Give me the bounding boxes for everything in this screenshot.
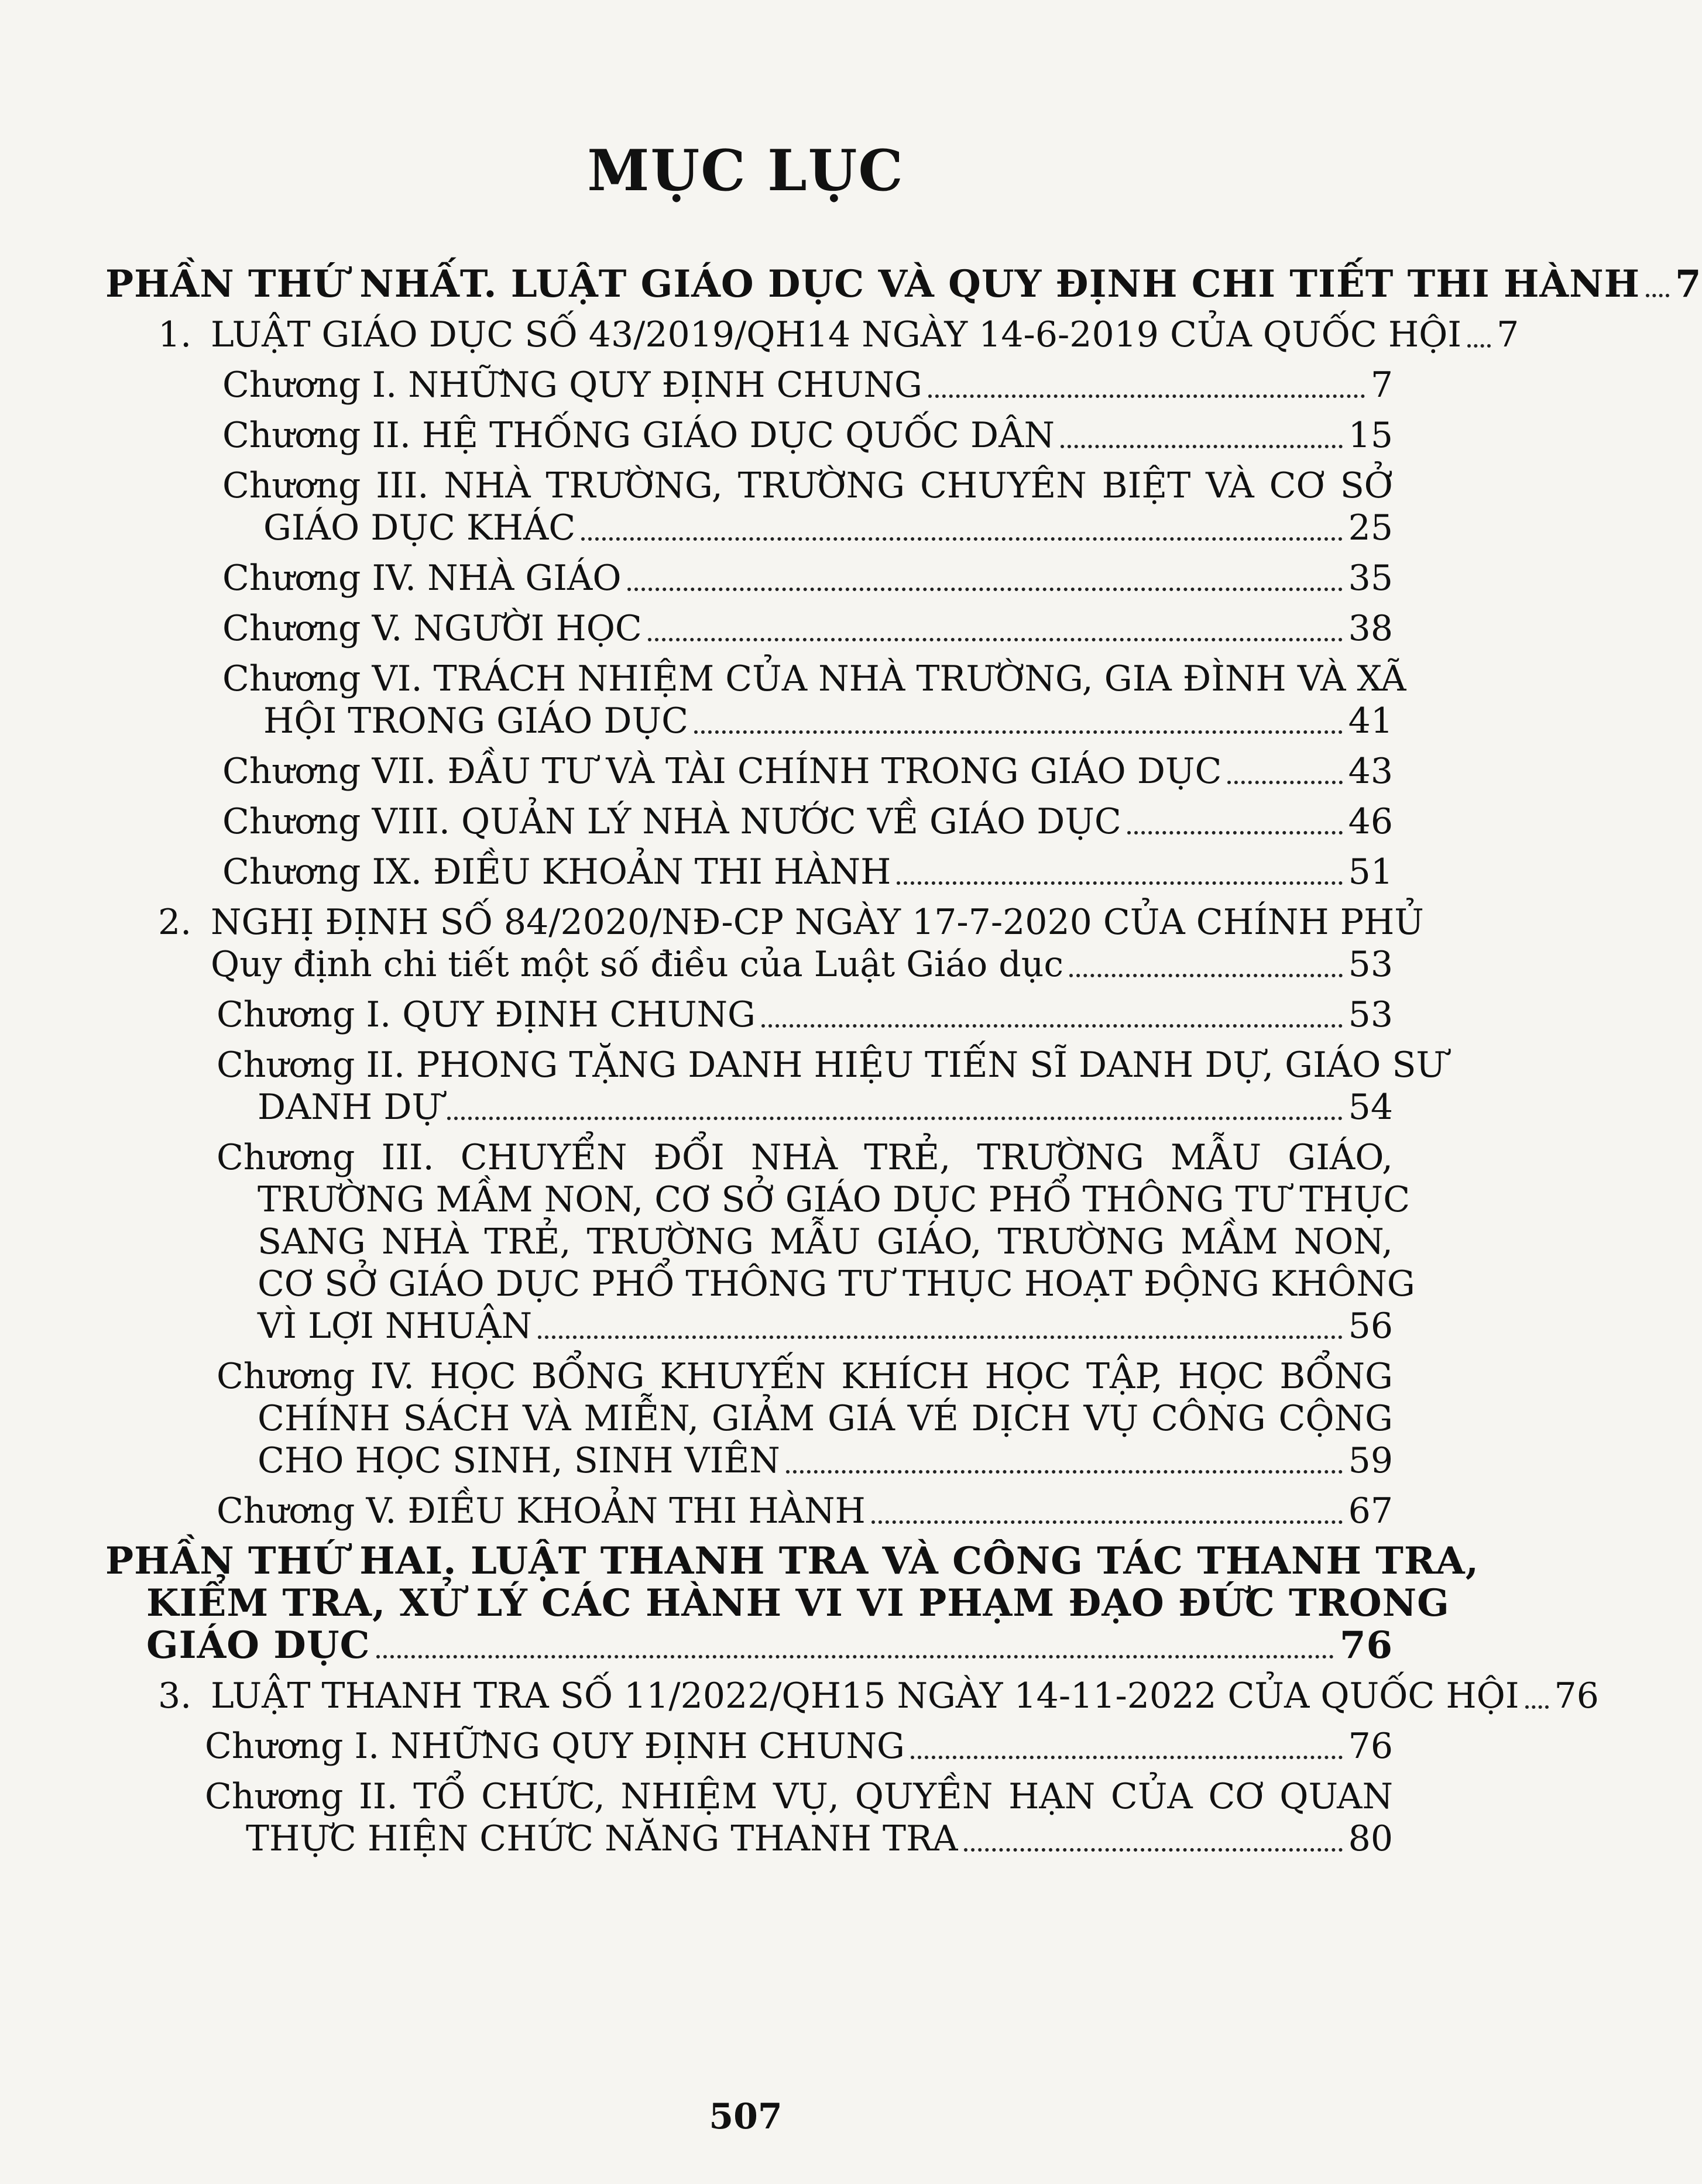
toc-chapter-entry[interactable]: [105, 557, 1393, 599]
toc-doc-title: NGHỊ ĐỊNH SỐ 84/2020/NĐ-CP NGÀY 17-7-2020 CỦA CHÍNH PHỦ: [211, 902, 1424, 943]
toc-page-number: 76: [1554, 1675, 1599, 1716]
toc-part-1[interactable]: [105, 262, 1702, 306]
toc-chapter-entry[interactable]: [105, 1776, 1393, 1860]
toc-page-number: 59: [1348, 1440, 1393, 1481]
leader-dots: [1467, 344, 1491, 348]
toc-chapter-entry[interactable]: [105, 1539, 1479, 1667]
toc-chapter-entry[interactable]: [105, 1355, 1393, 1482]
toc-entry-line: Chương VIII. QUẢN LÝ NHÀ NƯỚC VỀ GIÁO DỤC: [222, 801, 1121, 842]
leader-dots: [648, 638, 1343, 641]
toc-part-2[interactable]: [105, 1539, 1479, 1667]
toc-entry-line: Chương II. PHONG TẶNG DANH HIỆU TIẾN SĨ DANH DỰ, GIÁO SƯ: [217, 1045, 1446, 1086]
toc-page-number: 80: [1348, 1818, 1393, 1859]
leader-dots: [928, 394, 1365, 398]
leader-dots: [1127, 831, 1343, 835]
toc-page-number: 7: [1497, 314, 1519, 355]
toc-doc-title: LUẬT GIÁO DỤC SỐ 43/2019/QH14 NGÀY 14-6-2019 CỦA QUỐC HỘI: [211, 314, 1462, 355]
toc-entry-line: HỘI TRONG GIÁO DỤC: [263, 700, 688, 741]
leader-dots: [1525, 1705, 1549, 1709]
toc-entry-line: CHÍNH SÁCH VÀ MIỄN, GIẢM GIÁ VÉ DỊCH VỤ CÔNG CỘNG: [258, 1398, 1393, 1439]
toc-doc-number: 3.: [158, 1675, 192, 1716]
toc-entry-line: Chương II. HỆ THỐNG GIÁO DỤC QUỐC DÂN: [222, 415, 1055, 456]
toc-page-number: 76: [1348, 1726, 1393, 1767]
toc-doc-2[interactable]: [105, 901, 1424, 985]
toc-chapter-entry[interactable]: [105, 750, 1393, 792]
toc-entry-line: VÌ LỢI NHUẬN: [258, 1306, 533, 1347]
toc-entry-line: Chương V. NGƯỜI HỌC: [222, 608, 642, 649]
toc-entry-line: PHẦN THỨ HAI. LUẬT THANH TRA VÀ CÔNG TÁC THANH TRA,: [105, 1539, 1479, 1583]
leader-dots: [911, 1756, 1343, 1759]
page-title: MỤC LỤC: [587, 138, 904, 204]
toc-page-number: 43: [1348, 751, 1393, 792]
leader-dots: [897, 881, 1342, 885]
toc-page-number: 76: [1339, 1623, 1393, 1667]
leader-dots: [1227, 781, 1342, 784]
toc-page-number: 53: [1348, 994, 1393, 1035]
toc-chapter-entry[interactable]: [105, 1490, 1393, 1532]
toc-page-number: 15: [1348, 415, 1393, 456]
toc-entry-line: KIỂM TRA, XỬ LÝ CÁC HÀNH VI VI PHẠM ĐẠO ĐỨC TRONG: [146, 1581, 1450, 1625]
leader-dots: [627, 588, 1343, 591]
toc-chapter-entry[interactable]: [105, 658, 1406, 742]
leader-dots: [581, 537, 1342, 541]
leader-dots: [1646, 294, 1669, 297]
toc-page-number: 25: [1348, 507, 1393, 548]
leader-dots: [786, 1470, 1343, 1474]
toc-page-number: 7: [1370, 365, 1393, 406]
toc-entry-line: CƠ SỞ GIÁO DỤC PHỔ THÔNG TƯ THỤC HOẠT ĐỘNG KHÔNG: [258, 1263, 1415, 1304]
toc-entry-line: GIÁO DỤC: [146, 1623, 370, 1667]
table-of-contents: [105, 262, 1702, 1868]
toc-entry-line: Chương VII. ĐẦU TƯ VÀ TÀI CHÍNH TRONG GIÁO DỤC: [222, 751, 1222, 792]
toc-entry-line: SANG NHÀ TRẺ, TRƯỜNG MẪU GIÁO, TRƯỜNG MẦM NON,: [258, 1221, 1393, 1262]
toc-entry-line: DANH DỰ: [258, 1087, 442, 1128]
toc-chapter-entry[interactable]: [105, 1044, 1446, 1128]
toc-entry-line: THỰC HIỆN CHỨC NĂNG THANH TRA: [246, 1818, 958, 1859]
toc-entry-line: Chương V. ĐIỀU KHOẢN THI HÀNH: [217, 1491, 866, 1531]
toc-entry-line: Chương III. CHUYỂN ĐỔI NHÀ TRẺ, TRƯỜNG MẪU GIÁO,: [217, 1137, 1393, 1178]
toc-page-number: 51: [1348, 851, 1393, 892]
toc-entry-line: GIÁO DỤC KHÁC: [263, 507, 576, 548]
toc-chapter-entry[interactable]: [105, 801, 1393, 843]
doc-3-chapter-list: [105, 1725, 1393, 1860]
toc-entry-line: CHO HỌC SINH, SINH VIÊN: [258, 1440, 780, 1481]
toc-entry-line: Chương III. NHÀ TRƯỜNG, TRƯỜNG CHUYÊN BIỆT VÀ CƠ SỞ: [222, 465, 1393, 506]
page-footer-number: 507: [709, 2096, 783, 2137]
doc-1-chapter-list: [105, 364, 1406, 893]
doc-2-chapter-list: [105, 994, 1446, 1532]
toc-doc-3[interactable]: [105, 1675, 1599, 1717]
toc-page-number: 35: [1348, 558, 1393, 599]
toc-entry-line: Chương I. NHỮNG QUY ĐỊNH CHUNG: [205, 1726, 905, 1767]
toc-chapter-entry[interactable]: [105, 1136, 1415, 1347]
toc-entry-line: Chương IV. HỌC BỔNG KHUYẾN KHÍCH HỌC TẬP, HỌC BỔNG: [217, 1356, 1393, 1397]
toc-doc-1[interactable]: [105, 314, 1519, 356]
leader-dots: [871, 1520, 1343, 1524]
toc-chapter-entry[interactable]: [105, 607, 1393, 650]
toc-page-number: 38: [1348, 608, 1393, 649]
toc-page-number: 41: [1348, 700, 1393, 741]
leader-dots: [1061, 445, 1343, 448]
leader-dots: [964, 1848, 1343, 1852]
toc-entry-line: Chương II. TỔ CHỨC, NHIỆM VỤ, QUYỀN HẠN CỦA CƠ QUAN: [205, 1776, 1393, 1817]
toc-chapter-entry[interactable]: [105, 465, 1393, 549]
toc-page-number: 54: [1348, 1087, 1393, 1128]
toc-entry-line: TRƯỜNG MẦM NON, CƠ SỞ GIÁO DỤC PHỔ THÔNG TƯ THỤC: [258, 1179, 1411, 1220]
toc-chapter-entry[interactable]: [105, 994, 1393, 1036]
toc-entry-line: Chương VI. TRÁCH NHIỆM CỦA NHÀ TRƯỜNG, GIA ĐÌNH VÀ XÃ: [222, 658, 1406, 699]
leader-dots: [538, 1335, 1343, 1339]
toc-page-number: 7: [1675, 262, 1702, 306]
toc-chapter-entry[interactable]: [105, 851, 1393, 893]
toc-page-number: 46: [1348, 801, 1393, 842]
toc-doc-number: 2.: [158, 902, 192, 943]
leader-dots: [1069, 974, 1343, 977]
toc-chapter-entry[interactable]: [105, 414, 1393, 456]
toc-entry-line: Chương IX. ĐIỀU KHOẢN THI HÀNH: [222, 851, 891, 892]
leader-dots: [694, 730, 1343, 734]
toc-chapter-entry[interactable]: [105, 1725, 1393, 1767]
toc-part-1-title: PHẦN THỨ NHẤT. LUẬT GIÁO DỤC VÀ QUY ĐỊNH CHI TIẾT THI HÀNH: [105, 262, 1641, 306]
toc-doc-title: LUẬT THANH TRA SỐ 11/2022/QH15 NGÀY 14-11-2022 CỦA QUỐC HỘI: [211, 1675, 1519, 1716]
toc-entry-line: Chương I. QUY ĐỊNH CHUNG: [217, 994, 756, 1035]
toc-entry-line: Chương IV. NHÀ GIÁO: [222, 558, 622, 599]
toc-chapter-entry[interactable]: [105, 364, 1393, 406]
toc-entry-line: Chương I. NHỮNG QUY ĐỊNH CHUNG: [222, 365, 922, 406]
leader-dots: [376, 1655, 1334, 1658]
toc-page-number: 53: [1348, 944, 1393, 985]
leader-dots: [761, 1024, 1343, 1028]
toc-doc-number: 1.: [158, 314, 192, 355]
leader-dots: [447, 1117, 1343, 1120]
toc-page-number: 67: [1348, 1491, 1393, 1531]
toc-doc-subtitle: Quy định chi tiết một số điều của Luật Giáo dục: [211, 944, 1063, 985]
toc-page-number: 56: [1348, 1306, 1393, 1347]
